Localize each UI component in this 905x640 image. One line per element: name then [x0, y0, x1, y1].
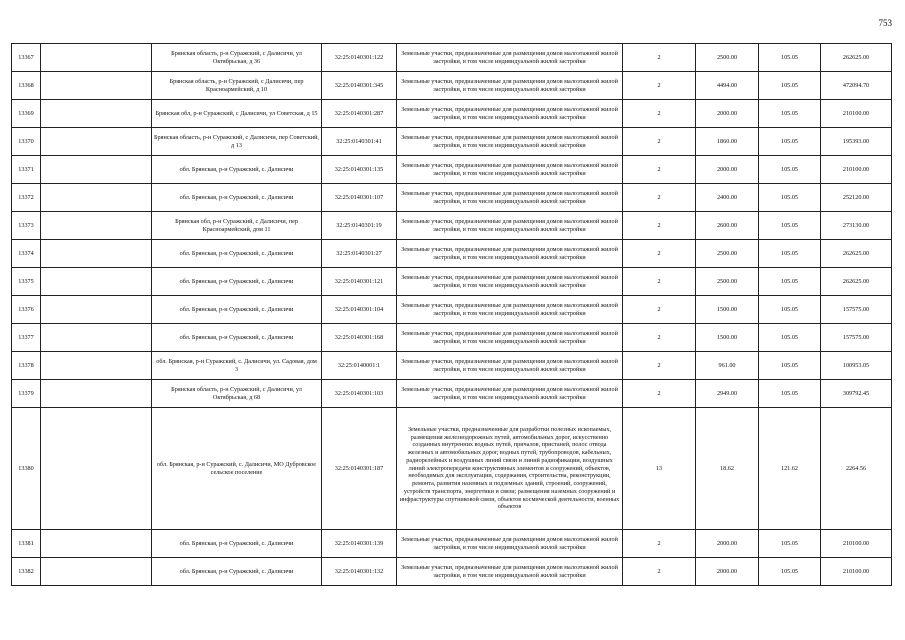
group-number: 2	[623, 530, 696, 558]
row-id: 13376	[12, 296, 41, 324]
group-number: 2	[623, 156, 696, 184]
cadastral-value: 2264.56	[821, 408, 892, 530]
row-id: 13367	[12, 44, 41, 72]
empty-cell	[41, 324, 152, 352]
cadastral-number: 32:25:0140301:41	[322, 128, 397, 156]
specific-value: 105.05	[759, 352, 821, 380]
address: обл. Брянская, р-н Суражский, с. Далисичи	[152, 240, 322, 268]
specific-value: 105.05	[759, 296, 821, 324]
cadastral-value: 210100.00	[821, 530, 892, 558]
table-row	[12, 296, 892, 324]
table-row	[12, 380, 892, 408]
area: 18.62	[696, 408, 759, 530]
address: Брянская область, р-н Суражский, с Далисичи, пер Советский, д 13	[152, 128, 322, 156]
cadastral-value: 262625.00	[821, 240, 892, 268]
empty-cell	[41, 212, 152, 240]
address: Брянская обл, р-н Суражский, с Далисичи, ул Советская, д 15	[152, 100, 322, 128]
table-row	[12, 530, 892, 558]
table-row	[12, 352, 892, 380]
empty-cell	[41, 530, 152, 558]
area: 2000.00	[696, 156, 759, 184]
cadastral-value: 157575.00	[821, 324, 892, 352]
land-purpose: Земельные участки, предназначенные для размещения домов малоэтажной жилой застройки, в том числе индивидуальной жилой застройки	[397, 324, 623, 352]
address: Брянская обл, р-н Суражский, с Далисичи, пер Красноармейский, дом 11	[152, 212, 322, 240]
area: 4494.00	[696, 72, 759, 100]
table-row	[12, 408, 892, 530]
row-id: 13381	[12, 530, 41, 558]
area: 1500.00	[696, 296, 759, 324]
address: обл. Брянская, р-н Суражский, с. Далисичи	[152, 324, 322, 352]
cadastral-value: 100953.05	[821, 352, 892, 380]
area: 1500.00	[696, 324, 759, 352]
address: Брянская область, р-н Суражский, с Далисичи, пер Красноармейский, д 10	[152, 72, 322, 100]
cadastral-number: 32:25:0140301:121	[322, 268, 397, 296]
group-number: 2	[623, 128, 696, 156]
table-row	[12, 44, 892, 72]
specific-value: 105.05	[759, 324, 821, 352]
group-number: 2	[623, 268, 696, 296]
cadastral-number: 32:25:0140301:103	[322, 380, 397, 408]
empty-cell	[41, 380, 152, 408]
group-number: 2	[623, 44, 696, 72]
cadastral-value: 472094.70	[821, 72, 892, 100]
area: 2400.00	[696, 184, 759, 212]
area: 2949.00	[696, 380, 759, 408]
land-purpose: Земельные участки, предназначенные для размещения домов малоэтажной жилой застройки, в том числе индивидуальной жилой застройки	[397, 44, 623, 72]
address: обл. Брянская, р-н Суражский, с. Далисичи	[152, 530, 322, 558]
group-number: 2	[623, 240, 696, 268]
cadastral-value: 262625.00	[821, 44, 892, 72]
empty-cell	[41, 558, 152, 586]
address: обл. Брянская, р-н Суражский, с. Далисичи	[152, 268, 322, 296]
area: 2500.00	[696, 268, 759, 296]
cadastral-value: 210100.00	[821, 100, 892, 128]
specific-value: 105.05	[759, 128, 821, 156]
land-purpose: Земельные участки, предназначенные для размещения домов малоэтажной жилой застройки, в том числе индивидуальной жилой застройки	[397, 352, 623, 380]
group-number: 2	[623, 296, 696, 324]
cadastral-number: 32:25:0140301:135	[322, 156, 397, 184]
group-number: 2	[623, 324, 696, 352]
specific-value: 105.05	[759, 184, 821, 212]
page-number: 753	[878, 18, 892, 28]
table-row	[12, 184, 892, 212]
specific-value: 105.05	[759, 240, 821, 268]
row-id: 13378	[12, 352, 41, 380]
table-row	[12, 240, 892, 268]
specific-value: 121.62	[759, 408, 821, 530]
table-row	[12, 156, 892, 184]
empty-cell	[41, 156, 152, 184]
area: 2500.00	[696, 44, 759, 72]
cadastral-number: 32:25:0140301:19	[322, 212, 397, 240]
area: 1860.00	[696, 128, 759, 156]
cadastral-value: 273130.00	[821, 212, 892, 240]
cadastral-value: 210100.00	[821, 156, 892, 184]
empty-cell	[41, 44, 152, 72]
land-purpose: Земельные участки, предназначенные для размещения домов малоэтажной жилой застройки, в том числе индивидуальной жилой застройки	[397, 296, 623, 324]
row-id: 13368	[12, 72, 41, 100]
land-purpose: Земельные участки, предназначенные для размещения домов малоэтажной жилой застройки, в том числе индивидуальной жилой застройки	[397, 156, 623, 184]
empty-cell	[41, 296, 152, 324]
cadastral-number: 32:25:0140001:1	[322, 352, 397, 380]
cadastral-number: 32:25:0140301:168	[322, 324, 397, 352]
cadastral-value: 195393.00	[821, 128, 892, 156]
row-id: 13369	[12, 100, 41, 128]
specific-value: 105.05	[759, 72, 821, 100]
land-purpose: Земельные участки, предназначенные для размещения домов малоэтажной жилой застройки, в том числе индивидуальной жилой застройки	[397, 240, 623, 268]
address: Брянская область, р-н Суражский, с Далисичи, ул Октябрьская, д 68	[152, 380, 322, 408]
row-id: 13375	[12, 268, 41, 296]
cadastral-value: 252120.00	[821, 184, 892, 212]
specific-value: 105.05	[759, 530, 821, 558]
row-id: 13371	[12, 156, 41, 184]
cadastral-number: 32:25:0140301:287	[322, 100, 397, 128]
specific-value: 105.05	[759, 44, 821, 72]
land-purpose: Земельные участки, предназначенные для разработки полезных ископаемых, размещения железнодорожных путей, автомобильных дорог, искусственно созданных внутренних водных путей, причалов, пристаней, полос отвода железных и автомобильных дорог, водных путей, трубопроводов, кабельных, радиорелейных и воздушных линий связи и линий радиофикации, воздушных линий электропередачи конструктивных элементов и сооружений, объектов, необходимых для эксплуатации, содержания, строительства, реконструкции, ремонта, развития наземных и подземных зданий, строений, сооружений, устройств транспорта, энергетики и связи; размещения наземных сооружений и инфраструктуры спутниковой связи, объектов космической деятельности, военных объектов	[397, 408, 623, 530]
table-row	[12, 72, 892, 100]
specific-value: 105.05	[759, 100, 821, 128]
address: обл. Брянская, р-н Суражский, с. Далисичи	[152, 296, 322, 324]
land-purpose: Земельные участки, предназначенные для размещения домов малоэтажной жилой застройки, в том числе индивидуальной жилой застройки	[397, 380, 623, 408]
address: Брянская область, р-н Суражский, с Далисичи, ул Октябрьская, д 36	[152, 44, 322, 72]
table-body	[12, 44, 892, 586]
empty-cell	[41, 240, 152, 268]
empty-cell	[41, 72, 152, 100]
address: обл. Брянская, р-н Суражский, с. Далисичи, МО Дубровское сельское поселение	[152, 408, 322, 530]
row-id: 13382	[12, 558, 41, 586]
specific-value: 105.05	[759, 268, 821, 296]
land-purpose: Земельные участки, предназначенные для размещения домов малоэтажной жилой застройки, в том числе индивидуальной жилой застройки	[397, 100, 623, 128]
empty-cell	[41, 100, 152, 128]
table-row	[12, 558, 892, 586]
row-id: 13370	[12, 128, 41, 156]
empty-cell	[41, 128, 152, 156]
area: 2000.00	[696, 100, 759, 128]
table-row	[12, 212, 892, 240]
table-row	[12, 100, 892, 128]
empty-cell	[41, 184, 152, 212]
group-number: 2	[623, 184, 696, 212]
specific-value: 105.05	[759, 212, 821, 240]
table-row	[12, 268, 892, 296]
group-number: 2	[623, 212, 696, 240]
cadastral-number: 32:25:0140301:139	[322, 530, 397, 558]
area: 2600.00	[696, 212, 759, 240]
address: обл. Брянская, р-н Суражский, с. Далисичи	[152, 184, 322, 212]
row-id: 13379	[12, 380, 41, 408]
cadastral-number: 32:25:0140301:27	[322, 240, 397, 268]
group-number: 2	[623, 558, 696, 586]
cadastral-number: 32:25:0140301:132	[322, 558, 397, 586]
address: обл. Брянская, р-н Суражский, с. Далисичи	[152, 156, 322, 184]
address: обл. Брянская, р-н Суражский, с. Далисичи	[152, 558, 322, 586]
cadastral-value: 157575.00	[821, 296, 892, 324]
cadastral-value: 309792.45	[821, 380, 892, 408]
cadastral-value-table	[11, 43, 892, 586]
cadastral-number: 32:25:0140301:104	[322, 296, 397, 324]
specific-value: 105.05	[759, 156, 821, 184]
group-number: 2	[623, 380, 696, 408]
group-number: 2	[623, 100, 696, 128]
specific-value: 105.05	[759, 558, 821, 586]
area: 2000.00	[696, 530, 759, 558]
land-purpose: Земельные участки, предназначенные для размещения домов малоэтажной жилой застройки, в том числе индивидуальной жилой застройки	[397, 212, 623, 240]
group-number: 13	[623, 408, 696, 530]
row-id: 13377	[12, 324, 41, 352]
empty-cell	[41, 408, 152, 530]
area: 961.00	[696, 352, 759, 380]
cadastral-value: 262625.00	[821, 268, 892, 296]
group-number: 2	[623, 352, 696, 380]
empty-cell	[41, 268, 152, 296]
land-purpose: Земельные участки, предназначенные для размещения домов малоэтажной жилой застройки, в том числе индивидуальной жилой застройки	[397, 184, 623, 212]
cadastral-number: 32:25:0140301:107	[322, 184, 397, 212]
cadastral-number: 32:25:0140301:187	[322, 408, 397, 530]
group-number: 2	[623, 72, 696, 100]
cadastral-number: 32:25:0140301:122	[322, 44, 397, 72]
address: обл. Брянская, р-н Суражский, с. Далисичи, ул. Садовая, дом 3	[152, 352, 322, 380]
row-id: 13372	[12, 184, 41, 212]
cadastral-number: 32:25:0140301:345	[322, 72, 397, 100]
land-purpose: Земельные участки, предназначенные для размещения домов малоэтажной жилой застройки, в том числе индивидуальной жилой застройки	[397, 530, 623, 558]
row-id: 13380	[12, 408, 41, 530]
area: 2000.00	[696, 558, 759, 586]
cadastral-value: 210100.00	[821, 558, 892, 586]
row-id: 13374	[12, 240, 41, 268]
table-row	[12, 324, 892, 352]
land-purpose: Земельные участки, предназначенные для размещения домов малоэтажной жилой застройки, в том числе индивидуальной жилой застройки	[397, 128, 623, 156]
land-purpose: Земельные участки, предназначенные для размещения домов малоэтажной жилой застройки, в том числе индивидуальной жилой застройки	[397, 72, 623, 100]
land-purpose: Земельные участки, предназначенные для размещения домов малоэтажной жилой застройки, в том числе индивидуальной жилой застройки	[397, 558, 623, 586]
row-id: 13373	[12, 212, 41, 240]
table-row	[12, 128, 892, 156]
area: 2500.00	[696, 240, 759, 268]
land-purpose: Земельные участки, предназначенные для размещения домов малоэтажной жилой застройки, в том числе индивидуальной жилой застройки	[397, 268, 623, 296]
empty-cell	[41, 352, 152, 380]
specific-value: 105.05	[759, 380, 821, 408]
